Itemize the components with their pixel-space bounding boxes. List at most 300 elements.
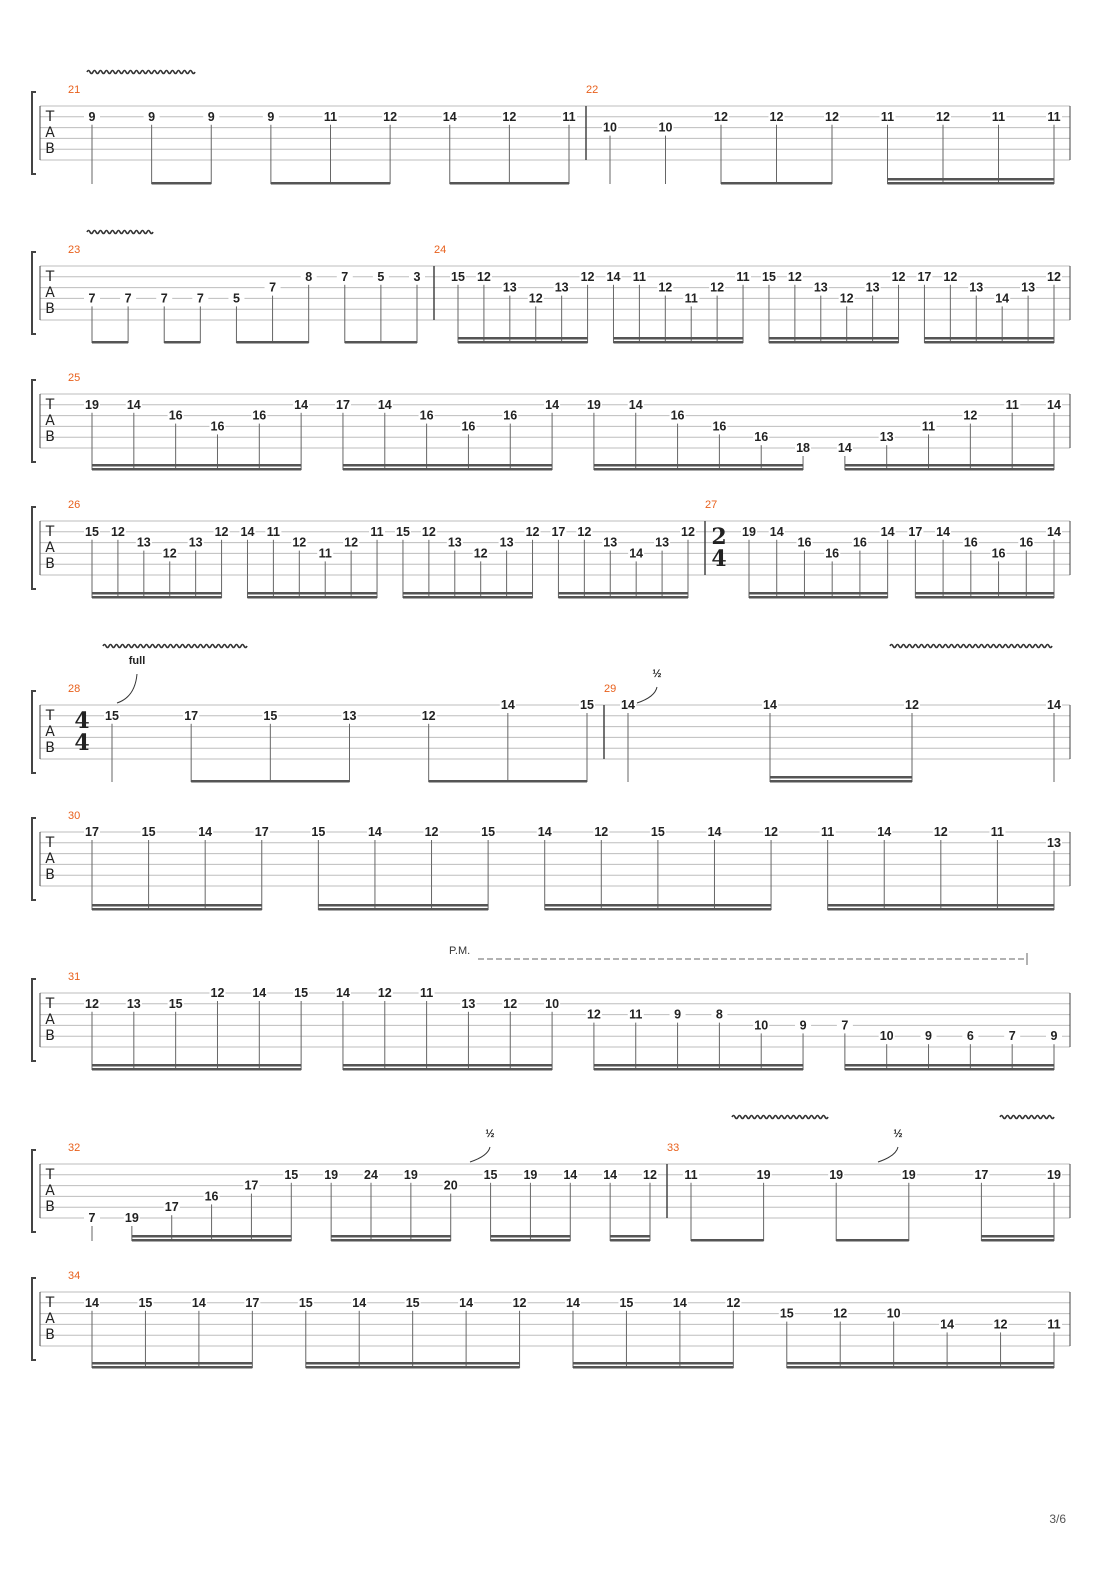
fret-number: 14	[566, 1295, 580, 1310]
fret-number: 12	[421, 708, 436, 723]
tab-clef-letter: T	[45, 996, 55, 1012]
beam	[92, 596, 222, 599]
fret-number: 11	[990, 825, 1005, 839]
fret-number: 15	[396, 524, 410, 539]
beam-secondary	[594, 464, 803, 467]
fret-number: 17	[164, 1200, 179, 1215]
page-number: 3/6	[1049, 1512, 1066, 1526]
measure-number: 26	[68, 499, 81, 511]
beam-secondary	[828, 904, 1054, 907]
fret-number: 13	[342, 708, 357, 723]
fret-number: 14	[240, 524, 255, 539]
beam	[92, 908, 262, 911]
tab-clef-letter: B	[45, 429, 55, 445]
fret-number: 14	[763, 698, 777, 712]
fret-number: 12	[833, 1306, 848, 1321]
tab-clef-letter: T	[45, 1295, 55, 1311]
fret-number: 14	[769, 524, 784, 539]
fret-number: 12	[963, 408, 978, 423]
fret-number: 16	[1019, 535, 1034, 550]
time-signature-top: 2	[711, 524, 727, 550]
fret-number: 12	[769, 109, 784, 124]
fret-number: 13	[603, 535, 618, 550]
fret-number: 14	[459, 1295, 474, 1310]
beam-secondary	[92, 464, 301, 467]
fret-number: 12	[764, 825, 779, 839]
palm-mute-label: P.M.	[449, 945, 471, 957]
beam-secondary	[787, 1362, 1054, 1365]
fret-number: 15	[405, 1295, 420, 1310]
tab-clef-letter: T	[45, 835, 55, 851]
fret-number: 17	[974, 1167, 989, 1182]
fret-number: 15	[650, 825, 665, 839]
fret-number: 12	[936, 109, 950, 124]
fret-number: 12	[839, 291, 854, 306]
beam	[164, 341, 200, 344]
fret-number: 10	[603, 120, 617, 135]
fret-number: 19	[586, 397, 601, 412]
fret-number: 12	[162, 546, 177, 561]
beam-secondary	[343, 1064, 552, 1067]
fret-number: 13	[188, 535, 203, 550]
beam-secondary	[545, 904, 771, 907]
beam-secondary	[343, 464, 552, 467]
tab-clef-letter: B	[45, 301, 55, 317]
beam-secondary	[749, 592, 888, 595]
fret-number: 16	[963, 535, 978, 550]
beam	[458, 341, 588, 344]
beam-secondary	[132, 1235, 291, 1238]
fret-number: 15	[619, 1295, 634, 1310]
tab-clef-letter: T	[45, 109, 55, 125]
fret-number: 14	[621, 698, 635, 712]
fret-number: 17	[184, 708, 199, 723]
fret-number: 14	[1047, 698, 1061, 712]
fret-number: 13	[865, 280, 880, 295]
beam	[770, 780, 912, 783]
fret-number: 16	[252, 408, 267, 423]
beam	[236, 341, 308, 344]
tab-clef-letter: A	[45, 540, 55, 556]
tab-system-8	[32, 1116, 1070, 1242]
fret-number: 11	[991, 109, 1006, 124]
fret-number: 14	[1047, 397, 1061, 412]
tab-clef-letter: B	[45, 1327, 55, 1343]
fret-number: 11	[880, 109, 895, 124]
fret-number: 14	[563, 1167, 578, 1182]
fret-number: 14	[336, 986, 350, 1000]
fret-number: 14	[500, 698, 515, 712]
fret-number: 14	[628, 397, 643, 412]
fret-number: 11	[370, 524, 384, 539]
beam-secondary	[594, 1064, 803, 1067]
fret-number: 14	[837, 441, 852, 455]
fret-number: 13	[502, 280, 517, 295]
tab-clef-letter: T	[45, 524, 55, 540]
beam	[691, 1239, 764, 1242]
bend-arrow	[117, 674, 137, 703]
beam	[845, 1068, 1054, 1071]
fret-number: 16	[210, 419, 225, 434]
beam	[491, 1239, 571, 1242]
fret-number: 13	[554, 280, 569, 295]
beam-secondary	[558, 592, 688, 595]
beam	[924, 341, 1054, 344]
fret-number: 16	[503, 408, 518, 423]
beam-secondary	[888, 178, 1055, 181]
fret-number: 5	[377, 269, 385, 284]
tab-clef-letter: A	[45, 413, 55, 429]
beam	[845, 468, 1054, 471]
vibrato-line	[87, 231, 153, 234]
fret-number: 9	[88, 109, 96, 124]
beam-secondary	[491, 1235, 571, 1238]
measure-number: 22	[586, 84, 599, 96]
fret-number: 18	[796, 441, 810, 455]
system-bracket	[32, 691, 36, 773]
fret-number: 12	[503, 996, 518, 1011]
beam	[92, 1366, 252, 1369]
fret-number: 14	[126, 397, 141, 412]
fret-number: 12	[943, 269, 958, 284]
beam-secondary	[92, 904, 262, 907]
beam	[787, 1366, 1054, 1369]
fret-number: 15	[85, 524, 99, 539]
fret-number: 3	[413, 269, 421, 284]
beam	[613, 341, 743, 344]
beam	[915, 596, 1054, 599]
fret-number: 15	[451, 269, 465, 284]
tab-clef-letter: T	[45, 1167, 55, 1183]
fret-number: 14	[191, 1295, 206, 1310]
fret-number: 12	[643, 1167, 657, 1182]
fret-number: 12	[905, 698, 919, 712]
fret-number: 17	[245, 1295, 260, 1310]
tab-system-4	[32, 499, 1070, 599]
tab-system-9	[32, 1270, 1070, 1369]
fret-number: 19	[324, 1167, 339, 1182]
beam	[331, 1239, 451, 1242]
fret-number: 9	[674, 1007, 682, 1022]
beam	[191, 780, 349, 783]
beam	[721, 182, 832, 185]
time-signature-bottom: 4	[74, 730, 90, 756]
fret-number: 12	[726, 1295, 741, 1310]
beam	[306, 1366, 520, 1369]
system-bracket	[32, 1150, 36, 1232]
bend-arrow	[470, 1147, 490, 1162]
fret-number: 13	[447, 535, 462, 550]
fret-number: 14	[936, 524, 951, 539]
beam-secondary	[573, 1362, 733, 1365]
fret-number: 14	[545, 397, 560, 412]
fret-number: 7	[341, 269, 349, 284]
fret-number: 16	[825, 546, 840, 561]
fret-number: 11	[318, 546, 332, 561]
fret-number: 14	[442, 109, 457, 124]
tab-clef-letter: B	[45, 1028, 55, 1044]
fret-number: 12	[710, 280, 725, 295]
fret-number: 12	[580, 269, 595, 284]
fret-number: 14	[1047, 524, 1061, 539]
fret-number: 6	[966, 1029, 974, 1044]
fret-number: 15	[263, 708, 278, 723]
measure-number: 32	[68, 1142, 81, 1154]
fret-number: 15	[481, 825, 496, 839]
fret-number: 10	[754, 1018, 769, 1033]
tab-system-5	[32, 645, 1070, 783]
fret-number: 15	[762, 269, 776, 284]
vibrato-line	[1000, 1116, 1054, 1119]
fret-number: 19	[523, 1167, 538, 1182]
fret-number: 19	[1047, 1167, 1061, 1182]
time-signature-bottom: 4	[711, 546, 727, 572]
beam	[450, 182, 569, 185]
beam	[318, 908, 488, 911]
fret-number: 12	[891, 269, 906, 284]
beam-secondary	[915, 592, 1054, 595]
fret-number: 12	[383, 109, 398, 124]
fret-number: 15	[311, 825, 326, 839]
beam	[558, 596, 688, 599]
beam	[610, 1239, 650, 1242]
measure-number: 34	[68, 1270, 81, 1282]
fret-number: 7	[160, 291, 168, 306]
beam-secondary	[92, 1362, 252, 1365]
fret-number: 7	[841, 1018, 849, 1033]
fret-number: 19	[85, 397, 99, 412]
fret-number: 8	[715, 1007, 723, 1022]
fret-number: 12	[825, 109, 839, 124]
fret-number: 16	[168, 408, 183, 423]
beam	[888, 182, 1055, 185]
system-bracket	[32, 380, 36, 462]
beam	[403, 596, 533, 599]
beam-secondary	[92, 1064, 301, 1067]
fret-number: 14	[252, 986, 267, 1000]
tab-system-1	[32, 71, 1070, 185]
fret-number: 11	[1005, 397, 1019, 412]
fret-number: 19	[756, 1167, 771, 1182]
fret-number: 20	[443, 1178, 458, 1193]
fret-number: 14	[672, 1295, 687, 1310]
fret-number: 16	[204, 1189, 219, 1204]
fret-number: 14	[537, 825, 552, 839]
beam	[573, 1366, 733, 1369]
fret-number: 10	[886, 1306, 901, 1321]
fret-number: 12	[512, 1295, 527, 1310]
fret-number: 12	[714, 109, 728, 124]
fret-number: 7	[196, 291, 204, 306]
fret-number: 13	[136, 535, 151, 550]
tab-system-2	[32, 231, 1070, 344]
beam	[749, 596, 888, 599]
beam-secondary	[403, 592, 533, 595]
tab-clef-letter: A	[45, 851, 55, 867]
fret-number: 7	[269, 280, 277, 295]
fret-number: 19	[742, 524, 756, 539]
measure-number: 31	[68, 971, 81, 983]
fret-number: 12	[787, 269, 802, 284]
beam-secondary	[247, 592, 377, 595]
fret-number: 14	[198, 825, 213, 839]
tab-clef-letter: T	[45, 269, 55, 285]
tab-clef-letter: A	[45, 1183, 55, 1199]
bend-half-label: ½	[485, 1128, 495, 1140]
beam	[132, 1239, 291, 1242]
fret-number: 17	[254, 825, 269, 839]
tab-clef-letter: A	[45, 285, 55, 301]
tab-clef-letter: A	[45, 1311, 55, 1327]
beam-secondary	[981, 1235, 1054, 1238]
tab-clef-letter: A	[45, 724, 55, 740]
beam-secondary	[770, 776, 912, 779]
fret-number: 7	[124, 291, 132, 306]
fret-number: 17	[908, 524, 923, 539]
measure-number: 23	[68, 244, 81, 256]
beam	[429, 780, 587, 783]
fret-number: 17	[85, 825, 99, 839]
fret-number: 14	[377, 397, 392, 412]
fret-number: 13	[655, 535, 670, 550]
fret-number: 17	[244, 1178, 259, 1193]
beam-secondary	[845, 464, 1054, 467]
fret-number: 16	[419, 408, 434, 423]
tab-clef-letter: B	[45, 867, 55, 883]
fret-number: 14	[85, 1295, 99, 1310]
bend-full-label: full	[128, 655, 146, 667]
fret-number: 11	[921, 419, 936, 434]
fret-number: 7	[88, 1211, 96, 1225]
tab-clef-letter: B	[45, 1199, 55, 1215]
system-bracket	[32, 1278, 36, 1360]
fret-number: 12	[344, 535, 359, 550]
fret-number: 16	[797, 535, 812, 550]
fret-number: 13	[126, 996, 141, 1011]
fret-number: 16	[461, 419, 476, 434]
bend-arrow	[637, 687, 657, 703]
bend-half-label: ½	[893, 1128, 903, 1140]
fret-number: 12	[577, 524, 592, 539]
fret-number: 12	[85, 996, 99, 1011]
fret-number: 16	[712, 419, 727, 434]
vibrato-line	[732, 1116, 828, 1119]
fret-number: 15	[483, 1167, 498, 1182]
bend-arrow	[878, 1147, 898, 1162]
fret-number: 15	[284, 1167, 299, 1182]
tab-system-7	[32, 945, 1070, 1071]
beam	[343, 468, 552, 471]
fret-number: 12	[681, 524, 695, 539]
fret-number: 15	[580, 698, 594, 712]
fret-number: 11	[632, 269, 647, 284]
fret-number: 19	[901, 1167, 916, 1182]
fret-number: 11	[1047, 1317, 1061, 1332]
fret-number: 14	[707, 825, 722, 839]
fret-number: 12	[377, 986, 392, 1000]
system-bracket	[32, 979, 36, 1061]
fret-number: 11	[821, 825, 835, 839]
beam	[92, 1068, 301, 1071]
fret-number: 17	[336, 397, 350, 412]
measure-number: 27	[705, 499, 718, 511]
fret-number: 11	[562, 109, 576, 124]
fret-number: 15	[168, 996, 183, 1011]
fret-number: 12	[110, 524, 125, 539]
fret-number: 19	[124, 1211, 139, 1225]
fret-number: 9	[1050, 1029, 1058, 1044]
fret-number: 9	[925, 1029, 932, 1044]
fret-number: 13	[879, 430, 894, 445]
tab-clef-letter: A	[45, 1012, 55, 1028]
tab-clef-letter: B	[45, 556, 55, 572]
fret-number: 10	[545, 996, 560, 1011]
fret-number: 11	[629, 1007, 643, 1022]
beam	[152, 182, 212, 185]
beam	[594, 468, 803, 471]
fret-number: 19	[403, 1167, 418, 1182]
fret-number: 12	[476, 269, 491, 284]
beam-secondary	[613, 337, 743, 340]
fret-number: 13	[1021, 280, 1036, 295]
measure-number: 28	[68, 683, 81, 695]
fret-number: 7	[88, 291, 96, 306]
fret-number: 13	[969, 280, 984, 295]
fret-number: 13	[1047, 835, 1061, 850]
fret-number: 12	[525, 524, 540, 539]
fret-number: 9	[267, 109, 275, 124]
fret-number: 11	[419, 986, 434, 1000]
fret-number: 13	[461, 996, 476, 1011]
fret-number: 11	[684, 1167, 698, 1182]
fret-number: 12	[528, 291, 543, 306]
beam	[92, 341, 128, 344]
fret-number: 12	[594, 825, 609, 839]
fret-number: 13	[813, 280, 828, 295]
beam	[247, 596, 377, 599]
fret-number: 12	[421, 524, 436, 539]
measure-number: 30	[68, 810, 81, 822]
fret-number: 16	[991, 546, 1006, 561]
beam	[594, 1068, 803, 1071]
beam-secondary	[331, 1235, 451, 1238]
fret-number: 11	[684, 291, 698, 306]
fret-number: 12	[502, 109, 517, 124]
measure-number: 21	[68, 84, 81, 96]
fret-number: 14	[877, 825, 892, 839]
beam	[271, 182, 390, 185]
beam	[836, 1239, 909, 1242]
beam	[345, 341, 417, 344]
time-signature-top: 4	[74, 708, 90, 734]
fret-number: 15	[779, 1306, 794, 1321]
beam-secondary	[306, 1362, 520, 1365]
fret-number: 14	[367, 825, 382, 839]
fret-number: 11	[1047, 109, 1061, 124]
fret-number: 12	[933, 825, 948, 839]
tab-system-3	[32, 372, 1070, 471]
fret-number: 16	[754, 430, 769, 445]
fret-number: 14	[995, 291, 1010, 306]
vibrato-line	[103, 645, 247, 648]
fret-number: 13	[499, 535, 514, 550]
fret-number: 11	[266, 524, 281, 539]
measure-number: 33	[667, 1142, 680, 1154]
fret-number: 12	[210, 986, 225, 1000]
vibrato-line	[890, 645, 1052, 648]
fret-number: 9	[148, 109, 156, 124]
fret-number: 9	[799, 1018, 807, 1033]
